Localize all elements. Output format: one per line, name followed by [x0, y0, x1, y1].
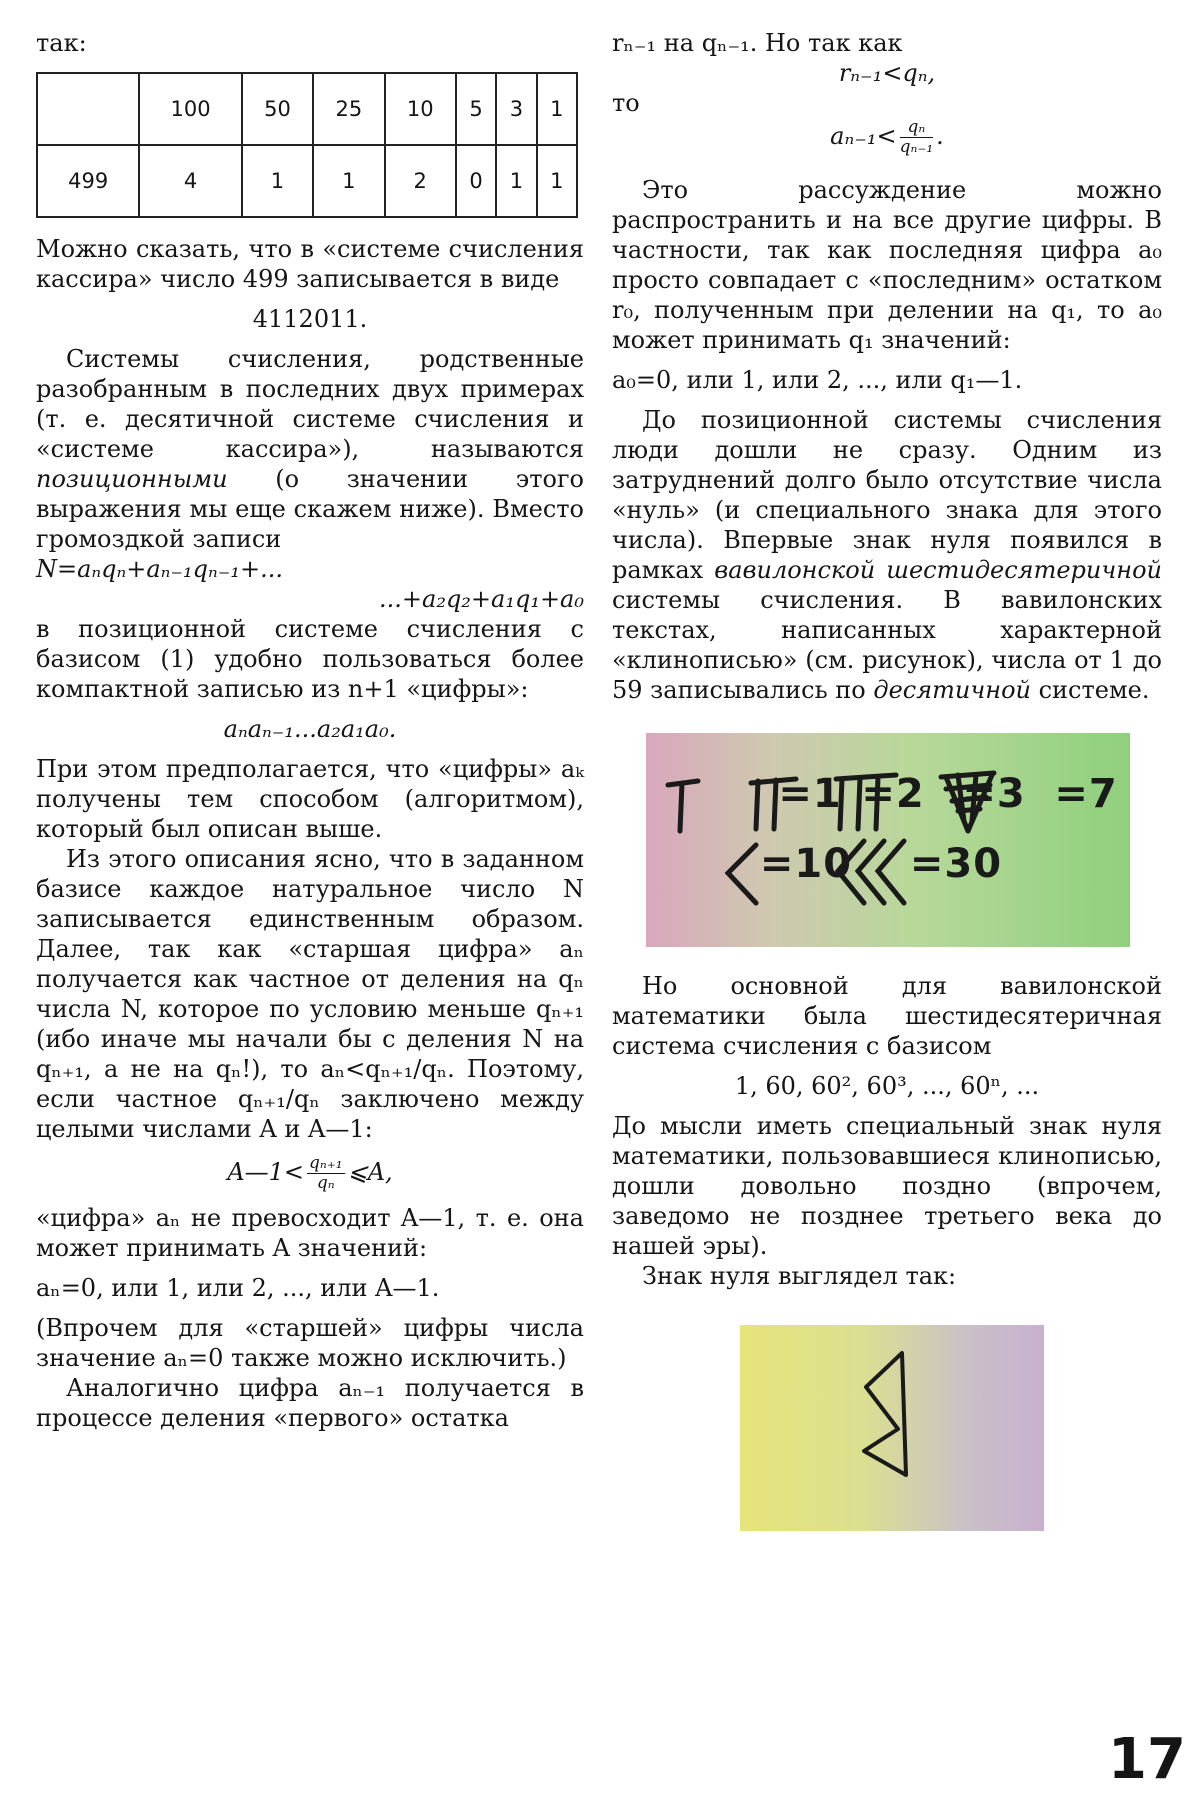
paragraph: Знак нуля выглядел так: — [642, 1262, 957, 1290]
cuneiform-label: =3 — [962, 771, 1026, 817]
table-cell: 5 — [456, 73, 496, 145]
paragraph — [36, 344, 584, 554]
text-span: Системы счисления, родственные разобранным в последних двух примерах (т. е. десятичной системе счисления и «системе кассира»), называются — [36, 345, 584, 463]
paragraph: в позиционной системе счисления с базисом (1) удобно пользоваться более компактной записью из n+1 «цифры»: — [36, 615, 584, 703]
emphasis-text: позиционными — [36, 465, 228, 493]
paragraph: (Впрочем для «старшей» цифры числа значение aₙ=0 также можно исключить.) — [36, 1314, 584, 1372]
paragraph: Можно сказать, что в «системе счисления кассира» число 499 записывается в виде — [36, 235, 584, 293]
cuneiform-label: =7 — [1054, 771, 1118, 817]
cuneiform-label: =1 — [778, 771, 842, 817]
inequality — [612, 118, 1162, 157]
inequality — [36, 1154, 584, 1193]
fraction — [307, 1154, 345, 1193]
formula: N=aₙqₙ+aₙ₋₁qₙ₋₁+... — [36, 555, 284, 583]
table-cell: 1 — [496, 145, 536, 217]
cashier-table — [36, 72, 578, 218]
table-cell: 1 — [537, 73, 577, 145]
text-span: . — [936, 122, 944, 150]
cuneiform-label: =30 — [909, 841, 1003, 887]
cuneiform-label: =2 — [861, 771, 925, 817]
text-span: системе. — [1030, 676, 1150, 704]
table-cell: 2 — [385, 145, 456, 217]
paragraph: Но основной для вавилонской математики была шестидесятеричная система счисления с базисом — [612, 972, 1162, 1060]
paragraph: При этом предполагается, что «цифры» aₖ получены тем способом (алгоритмом), который был описан выше. — [36, 755, 584, 843]
table-cell: 50 — [242, 73, 313, 145]
formula: ...+a₂q₂+a₁q₁+a₀ — [379, 585, 584, 613]
text-span: A—1< — [227, 1158, 305, 1186]
text-span: системы счисления. В вавилонских текстах, написанных характерной «клинописью» (см. рисунок), числа от 1 до 59 записывались по — [612, 586, 1162, 704]
fraction-denominator: qₙ — [316, 1173, 335, 1193]
fraction-numerator: qₙ₊₁ — [309, 1153, 343, 1173]
right-column — [612, 28, 1162, 1531]
formula: a₀=0, или 1, или 2, ..., или q₁—1. — [612, 366, 1023, 394]
paragraph: rₙ₋₁ на qₙ₋₁. Но так как — [612, 29, 903, 57]
emphasis-text: вавилонской шестидесятеричной — [714, 556, 1162, 584]
paragraph — [612, 405, 1162, 705]
table-cell: 25 — [313, 73, 384, 145]
cashier-number: 4112011. — [252, 305, 368, 333]
paragraph: Аналогично цифра aₙ₋₁ получается в процессе деления «первого» остатка — [36, 1374, 584, 1432]
cuneiform-glyphs — [646, 733, 1130, 947]
text-span: До позиционной системы счисления люди дошли не сразу. Одним из затруднений долго было отсутствие числа «нуль» (и специального знака для этого числа). Впервые знак нуля появился в рамках — [612, 406, 1162, 584]
table-cell: 499 — [37, 145, 139, 217]
table-row — [37, 145, 577, 217]
table-cell: 100 — [139, 73, 241, 145]
table-cell: 4 — [139, 145, 241, 217]
paragraph: До мысли иметь специальный знак нуля математики, пользовавшиеся клинописью, дошли довольно поздно (впрочем, заведомо не позднее третьего века до нашей эры). — [612, 1112, 1162, 1260]
paragraph: «цифра» aₙ не превосходит A—1, т. е. она может принимать A значений: — [36, 1204, 584, 1262]
zero-sign-figure — [740, 1325, 1044, 1531]
table-cell: 10 — [385, 73, 456, 145]
emphasis-text: десятичной — [873, 676, 1031, 704]
left-column — [36, 28, 584, 1433]
paragraph: Из этого описания ясно, что в заданном базисе каждое натуральное число N записывается единственным образом. Далее, так как «старшая цифра» aₙ получается как частное от деления на qₙ числа N, которое по условию меньше qₙ₊₁ (ибо иначе мы начали бы с деления N на qₙ₊₁, а не на qₙ!), то aₙ<qₙ₊₁/qₙ. Поэтому, если частное qₙ₊₁/qₙ заключено между целыми числами A и A—1: — [36, 845, 584, 1143]
formula: aₙ=0, или 1, или 2, ..., или A—1. — [36, 1274, 440, 1302]
fraction — [900, 118, 934, 157]
zero-sign-icon — [740, 1325, 1044, 1531]
cuneiform-label: =10 — [759, 841, 853, 887]
table-row — [37, 73, 577, 145]
text-span: aₙ₋₁< — [830, 122, 897, 150]
paragraph: то — [612, 89, 640, 117]
table-cell — [37, 73, 139, 145]
table-cell: 1 — [242, 145, 313, 217]
inequality: rₙ₋₁<qₙ, — [838, 59, 936, 87]
intro-text: так: — [36, 29, 87, 57]
basis-formula: 1, 60, 60², 60³, ..., 60ⁿ, ... — [734, 1072, 1040, 1100]
cuneiform-figure — [646, 733, 1130, 947]
text-span: (о значении этого выражения мы еще скажем ниже). Вместо громоздкой записи — [36, 465, 584, 553]
table-cell: 1 — [537, 145, 577, 217]
fraction-denominator: qₙ₋₁ — [899, 137, 934, 157]
table-cell: 1 — [313, 145, 384, 217]
fraction-numerator: qₙ — [900, 118, 934, 138]
paragraph: Это рассуждение можно распространить и на все другие цифры. В частности, так как последняя цифра a₀ просто совпадает с «последним» остатком r₀, полученным при делении на q₁, то a₀ может принимать q₁ значений: — [612, 176, 1162, 354]
table-cell: 3 — [496, 73, 536, 145]
formula: aₙaₙ₋₁...a₂a₁a₀. — [223, 715, 397, 743]
table-cell: 0 — [456, 145, 496, 217]
text-span: ⩽A, — [347, 1158, 393, 1186]
page-number: 17 — [1108, 1727, 1186, 1792]
